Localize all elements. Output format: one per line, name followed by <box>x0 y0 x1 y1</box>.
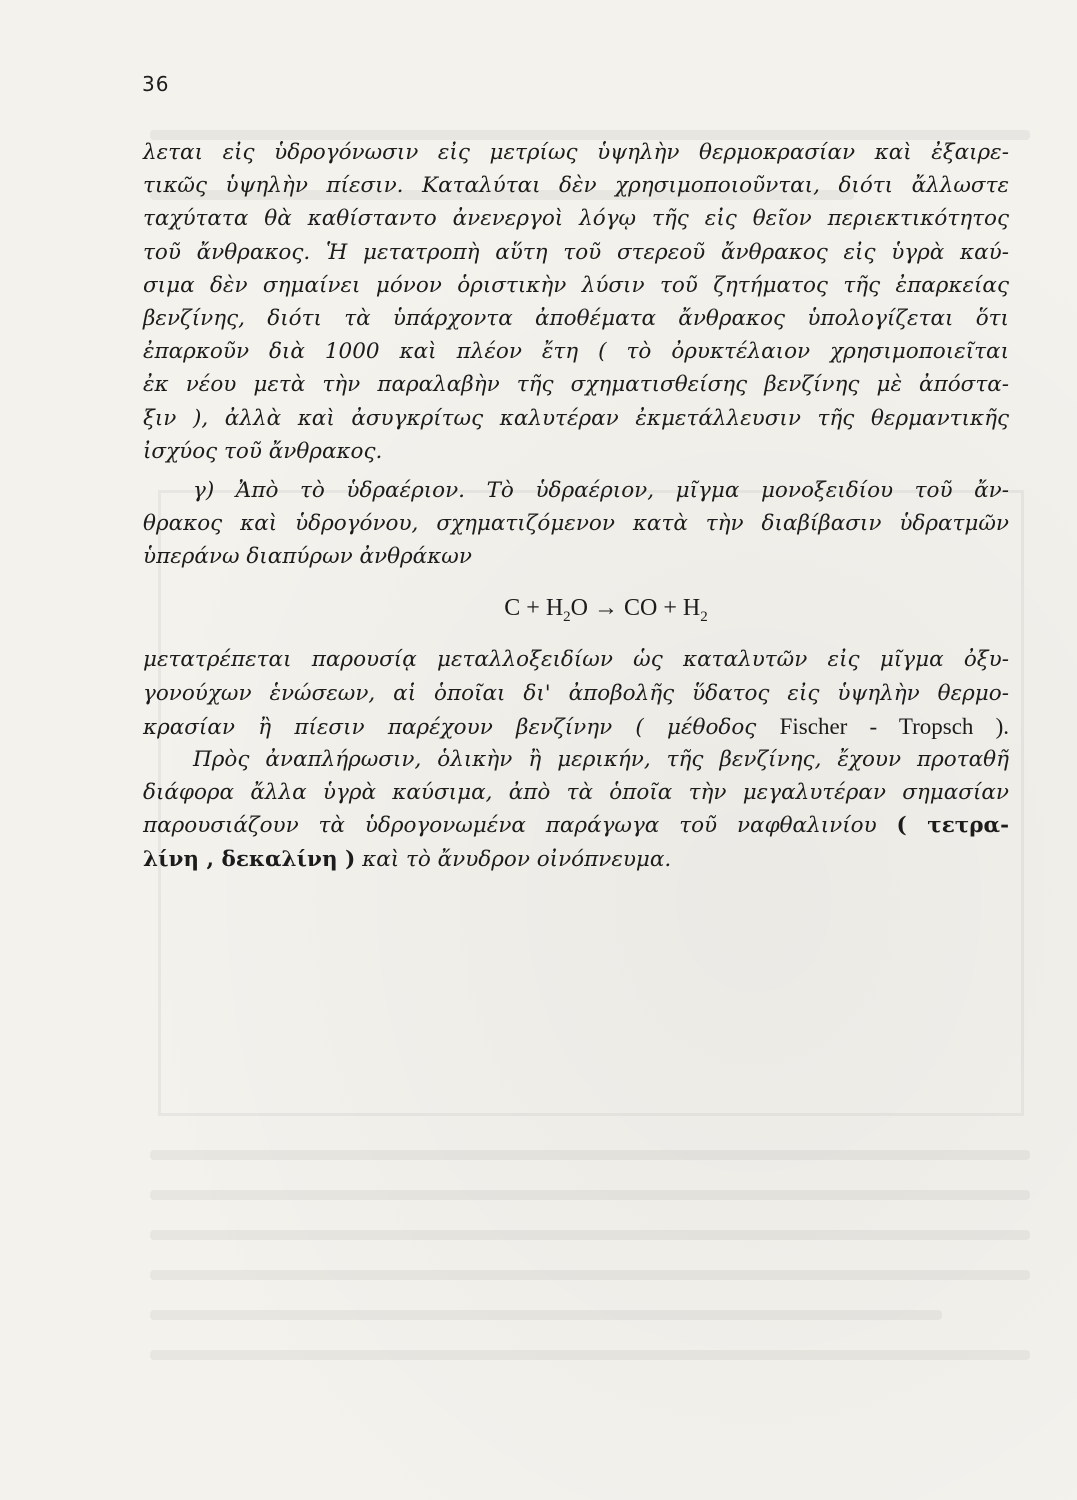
text-line: ὑπεράνω διαπύρων ἀνθράκων <box>143 544 472 570</box>
page-number: 36 <box>142 72 170 96</box>
text-line: τοῦ ἄνθρακος. Ἡ μετατροπὴ αὕτη τοῦ στερεοῦ ἄνθρακος εἰς ὑγρὰ καύ- <box>143 239 1009 265</box>
text-line: ἐπαρκοῦν διὰ 1000 καὶ πλέον ἔτη ( τὸ ὀρυκτέλαιον χρησιμοποιεῖται <box>143 339 1009 365</box>
bold-term: λίνη , δεκαλίνη ) <box>143 846 356 872</box>
equation-product: $H_2$ <box>682 595 708 626</box>
text-line: βενζίνης, διότι τὰ ὑπάρχοντα ἀποθέματα ἄνθρακος ὑπολογίζεται ὅτι <box>143 305 1009 331</box>
chemical-equation <box>143 573 1009 643</box>
text-line: τικῶς ὑψηλὴν πίεσιν. Καταλύται δὲν χρησιμοποιοῦνται, διότι ἄλλωστε <box>143 173 1009 199</box>
text-line: ἰσχύος τοῦ ἄνθρακος. <box>143 438 383 464</box>
text-line: παρουσιάζουν τὰ ὑδρογονωμένα παράγωγα τοῦ ναφθαλινίου ( τετρα- <box>143 813 1009 839</box>
equation-arrow: → <box>594 595 618 622</box>
text-line: λεται εἰς ὑδρογόνωσιν εἰς μετρίως ὑψηλὴν θερμοκρασίαν καὶ ἐξαιρε- <box>143 140 1009 165</box>
text-line: ξιν ), ἀλλὰ καὶ ἀσυγκρίτως καλυτέραν ἐκμετάλλευσιν τῆς θερμαντικῆς <box>143 405 1009 431</box>
section-heading-line: γ) Ἀπὸ τὸ ὑδραέριον. Τὸ ὑδραέριον, μῖγμα μονοξειδίου τοῦ ἄν- <box>193 477 1009 503</box>
text-line: ἐκ νέου μετὰ τὴν παραλαβὴν τῆς σχηματισθείσης βενζίνης μὲ ἀπόστα- <box>143 372 1009 398</box>
body-text <box>143 136 1009 876</box>
text-line: διάφορα ἄλλα ὑγρὰ καύσιμα, ἀπὸ τὰ ὁποῖα τὴν μεγαλυτέραν σημασίαν <box>143 780 1009 806</box>
text-line: σιμα δὲν σημαίνει μόνον ὁριστικὴν λύσιν τοῦ ζητήματος τῆς ἐπαρκείας <box>143 272 1009 298</box>
text-line: θρακος καὶ ὑδρογόνου, σχηματιζόμενον κατὰ τὴν διαβίβασιν ὑδρατμῶν <box>143 511 1009 537</box>
text-line: κρασίαν ἢ πίεσιν παρέχουν βενζίνην ( μέθοδος Fischer - Tropsch ). <box>143 713 1009 740</box>
equation-reactant: $H_2O$ <box>545 595 588 626</box>
equation-plus: + <box>663 595 677 622</box>
equation-plus: + <box>526 595 540 622</box>
equation-reactant: C <box>504 595 521 622</box>
text-line: Πρὸς ἀναπλήρωσιν, ὁλικὴν ἢ μερικήν, τῆς βενζίνης, ἔχουν προταθῆ <box>193 747 1009 772</box>
text-line: γονούχων ἑνώσεων, αἱ ὁποῖαι δι' ἀποβολῆς ὕδατος εἰς ὑψηλὴν θερμο- <box>143 680 1009 706</box>
equation-product: CO <box>624 595 658 622</box>
text-line: λίνη , δεκαλίνη ) καὶ τὸ ἄνυδρον οἰνόπνευμα. <box>143 846 672 872</box>
method-name: Fischer - Tropsch ). <box>779 713 1009 739</box>
text-line: μετατρέπεται παρουσίᾳ μεταλλοξειδίων ὡς καταλυτῶν εἰς μῖγμα ὀξυ- <box>143 647 1009 673</box>
bold-term: ( τετρα- <box>896 813 1009 839</box>
text-line: ταχύτατα θὰ καθίσταντο ἀνενεργοὶ λόγῳ τῆς εἰς θεῖον περιεκτικότητος <box>143 206 1009 232</box>
